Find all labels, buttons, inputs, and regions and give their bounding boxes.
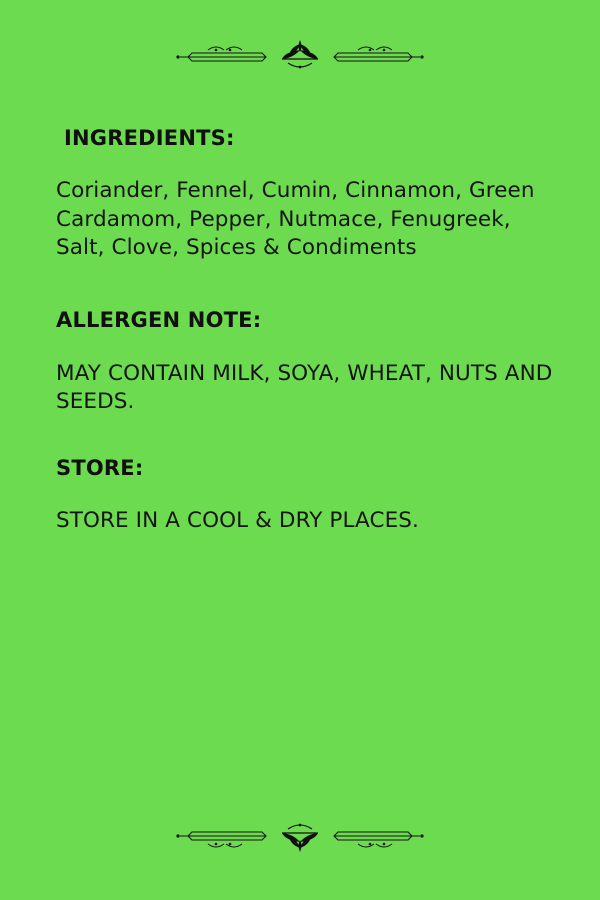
spacer (56, 416, 556, 456)
store-heading: STORE: (56, 456, 144, 481)
spacer (56, 334, 556, 360)
label-content (56, 126, 556, 536)
ingredients-heading: INGREDIENTS: (64, 126, 235, 150)
top-ornament (0, 36, 600, 76)
spacer (56, 262, 556, 308)
floral-divider-ornament (170, 818, 430, 858)
ingredients-text: Coriander, Fennel, Cumin, Cinnamon, Green Cardamom, Pepper, Nutmace, Fenugreek, Salt, Clove, Spices & Condiments (56, 178, 535, 260)
allergen-note-text: MAY CONTAIN MILK, SOYA, WHEAT, NUTS AND SEEDS. (56, 360, 553, 414)
store-text: STORE IN A COOL & DRY PLACES. (56, 508, 419, 534)
allergen-note-heading: ALLERGEN NOTE: (56, 308, 262, 333)
spacer (56, 151, 556, 177)
spacer (56, 481, 556, 507)
bottom-ornament (0, 818, 600, 858)
floral-divider-ornament (170, 36, 430, 76)
